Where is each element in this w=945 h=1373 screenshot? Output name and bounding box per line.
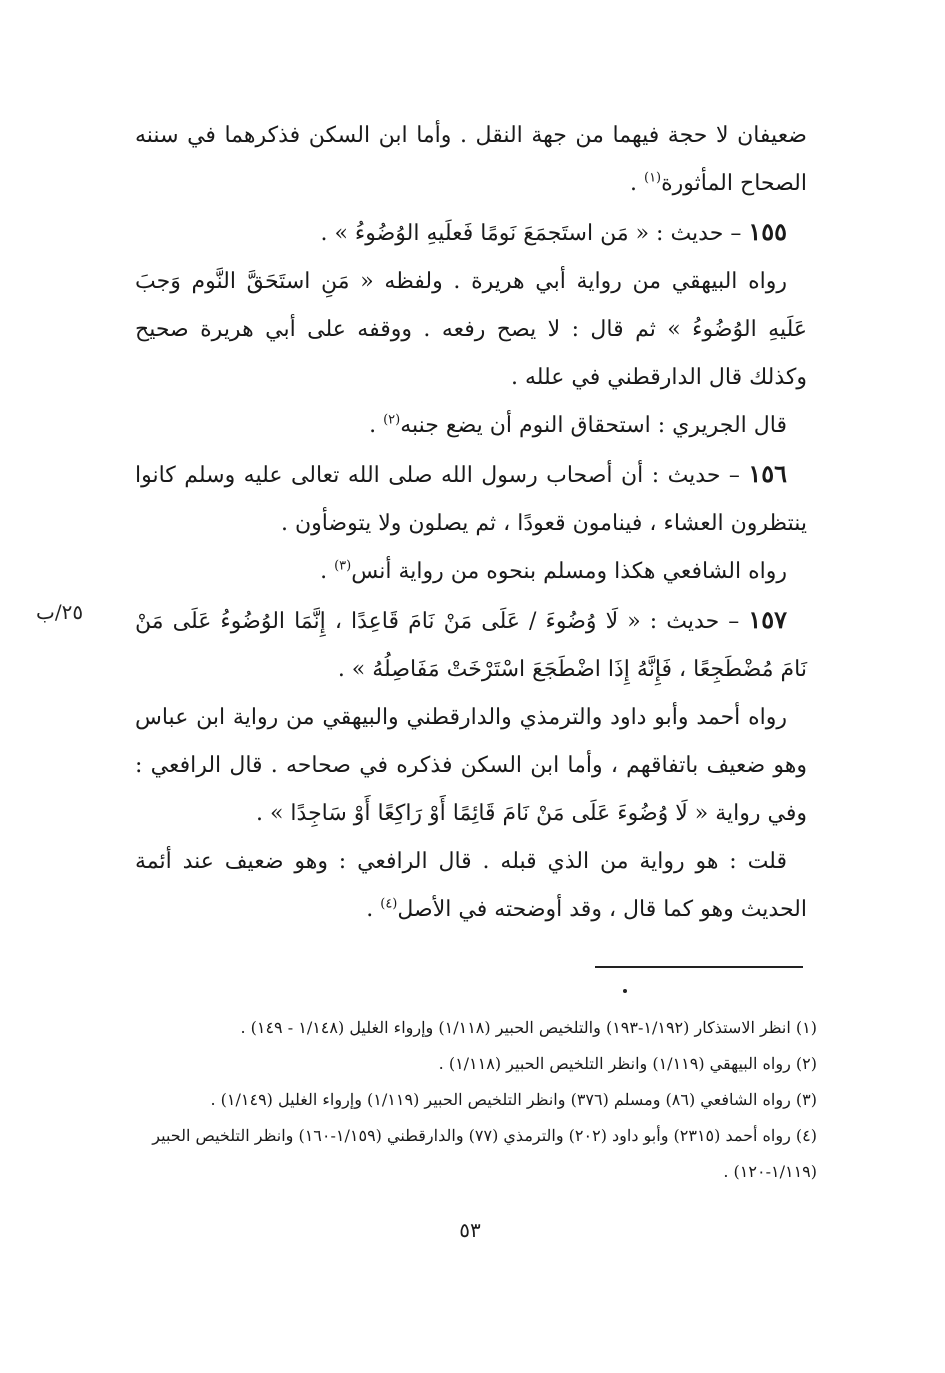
footnote-4: (٤) رواه أحمد (٢٣١٥) وأبو داود (٢٠٢) والترمذي (٧٧) والدارقطني (١/١٥٩-١٦٠) وانظر التلخيص الحبير (١/١١٩-١٢٠) . <box>152 1126 817 1181</box>
jariri-text: قال الجريري : استحقاق النوم أن يضع جنبه <box>400 413 787 438</box>
hadith-number-155: ١٥٥ <box>748 217 787 246</box>
hadith-155-text: – حديث : « مَن استَجمَعَ نَومًا فَعلَيهِ الوُضُوءُ » . <box>320 221 749 246</box>
footnote-1: (١) انظر الاستذكار (١/١٩٢-١٩٣) والتلخيص الحبير (١/١١٨) وإرواء الغليل (١/١٤٨ - ١٤٩) . <box>240 1018 817 1037</box>
footnote-3: (٣) رواه الشافعي (٨٦) ومسلم (٣٧٦) وانظر التلخيص الحبير (١/١١٩) وإرواء الغليل (١/١٤٩) . <box>210 1090 817 1109</box>
hadith-155 <box>135 208 807 258</box>
hadith-number-156: ١٥٦ <box>748 459 787 488</box>
intro-end: . <box>629 171 644 196</box>
hadith-156 <box>135 450 807 548</box>
footnote-ref-1[interactable]: (١) <box>643 170 662 186</box>
footnote-separator <box>595 966 803 968</box>
intro-paragraph <box>135 112 807 208</box>
hadith-157-text: – حديث : « لَا وُضُوءَ / عَلَى مَنْ نَامَ قَاعِدًا ، إِنَّمَا الوُضُوءُ عَلَى مَنْ نَامَ مُضْطَجِعًا ، فَإِنَّهُ إِذَا اضْطَجَعَ اسْتَرْخَتْ مَفَاصِلُهُ » . <box>135 609 807 682</box>
hadith-number-157: ١٥٧ <box>748 605 787 634</box>
footnote-ref-3[interactable]: (٣) <box>334 558 352 574</box>
hadith-157 <box>135 596 807 694</box>
qult-end: . <box>366 897 381 922</box>
main-text <box>135 112 807 934</box>
manuscript-folio-note: ٢٥/ب <box>36 600 84 624</box>
hadith-156-commentary-end: . <box>320 559 335 584</box>
qult-paragraph <box>135 838 807 934</box>
jariri-paragraph <box>135 402 807 450</box>
jariri-end: . <box>369 413 384 438</box>
footnote-ref-2[interactable]: (٢) <box>383 412 401 428</box>
footnotes <box>131 1010 817 1190</box>
hadith-157-commentary: رواه أحمد وأبو داود والترمذي والدارقطني والبيهقي من رواية ابن عباس وهو ضعيف باتفاقهم ، وأما ابن السكن فذكره في صحاحه . قال الرافعي : وفي رواية « لَا وُضُوءَ عَلَى مَنْ نَامَ قَائِمًا أَوْ رَاكِعًا أَوْ سَاجِدًا » . <box>135 705 807 826</box>
separator-dot <box>623 989 627 993</box>
footnote-ref-4[interactable]: (٤) <box>380 896 398 912</box>
page-number: ٥٣ <box>459 1218 481 1242</box>
intro-text: ضعيفان لا حجة فيهما من جهة النقل . وأما ابن السكن فذكرهما في سننه الصحاح المأثورة <box>135 123 807 196</box>
hadith-155-commentary: رواه البيهقي من رواية أبي هريرة . ولفظه « مَنِ استَحَقَّ النَّوم وَجبَ عَلَيهِ الوُضُوءُ » ثم قال : لا يصح رفعه . ووقفه على أبي هريرة صحيح وكذلك قال الدارقطني في علله . <box>135 269 807 390</box>
hadith-156-text: – حديث : أن أصحاب رسول الله صلى الله تعالى عليه وسلم كانوا ينتظرون العشاء ، فينامون قعودًا ، ثم يصلون ولا يتوضأون . <box>135 463 807 536</box>
hadith-156-commentary <box>135 548 807 596</box>
qult-text: قلت : هو رواية من الذي قبله . قال الرافعي : وهو ضعيف عند أئمة الحديث وهو كما قال ، وقد أوضحته في الأصل <box>135 849 807 922</box>
footnote-2: (٢) رواه البيهقي (١/١١٩) وانظر التلخيص الحبير (١/١١٨) . <box>438 1054 817 1073</box>
hadith-156-commentary-text: رواه الشافعي هكذا ومسلم بنحوه من رواية أنس <box>351 559 787 584</box>
